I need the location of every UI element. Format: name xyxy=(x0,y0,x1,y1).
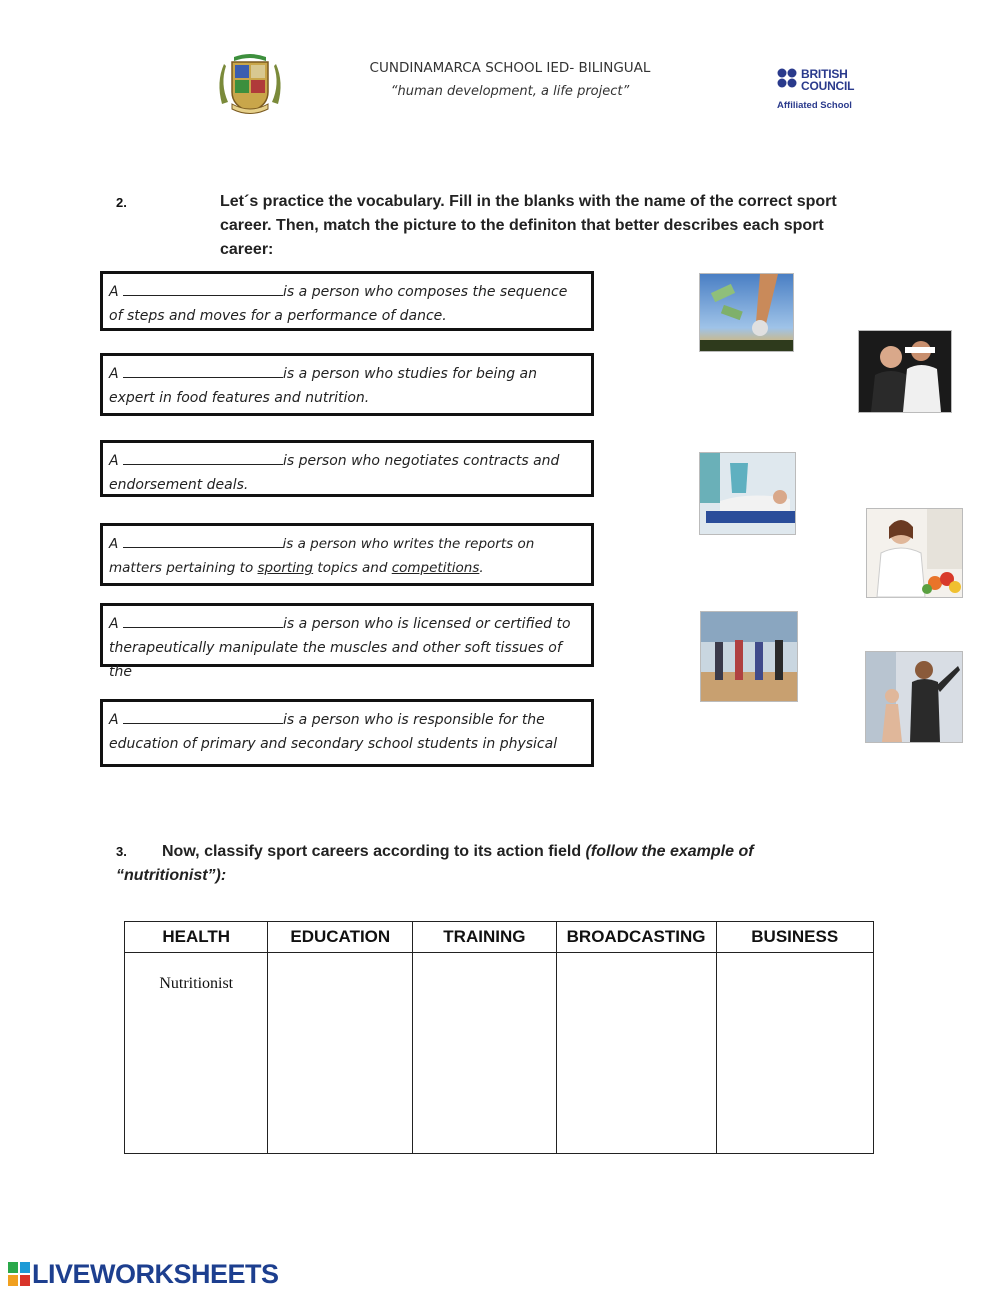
answer-blank-2[interactable] xyxy=(123,363,283,378)
liveworksheets-icon xyxy=(8,1262,30,1286)
exercise-2-instruction: Let´s practice the vocabulary. Fill in the blanks with the name of the correct sport career. Then, match the picture to the definiton that better describes each sport career: xyxy=(220,193,837,258)
column-header-training: TRAINING xyxy=(413,922,557,953)
liveworksheets-logo[interactable]: LIVEWORKSHEETS xyxy=(8,1258,279,1290)
answer-blank-4[interactable] xyxy=(123,533,283,548)
british-council-logo: BRITISH COUNCIL Affiliated School xyxy=(777,67,855,111)
definition-box-4: A is a person who writes the reports on matters pertaining to sporting topics and competitions. xyxy=(100,523,594,586)
choreographer-photo[interactable] xyxy=(865,651,963,743)
agent-handshake-photo[interactable] xyxy=(858,330,952,413)
classification-table xyxy=(124,921,874,1154)
training-cell[interactable] xyxy=(413,953,557,1154)
column-header-business: BUSINESS xyxy=(716,922,874,953)
health-cell[interactable] xyxy=(125,953,268,1154)
exercise-3-number: 3. xyxy=(116,844,127,859)
school-name: CUNDINAMARCA SCHOOL IED- BILINGUAL xyxy=(369,60,651,76)
money-sports-photo[interactable] xyxy=(699,273,794,352)
column-header-health: HEALTH xyxy=(125,922,268,953)
example-answer: Nutritionist xyxy=(159,975,234,992)
definition-box-3: A is person who negotiates contracts and endorsement deals. xyxy=(100,440,594,497)
column-header-broadcasting: BROADCASTING xyxy=(556,922,716,953)
education-cell[interactable] xyxy=(268,953,413,1154)
pe-class-photo[interactable] xyxy=(700,611,798,702)
massage-therapy-photo[interactable] xyxy=(699,452,796,535)
broadcasting-cell[interactable] xyxy=(556,953,716,1154)
definition-box-1: A is a person who composes the sequence of steps and moves for a performance of dance. xyxy=(100,271,594,331)
exercise-3-instruction: Now, classify sport careers according to its action field (follow the example of “nutritionist”): xyxy=(116,843,754,884)
exercise-2-number: 2. xyxy=(116,195,127,210)
column-header-education: EDUCATION xyxy=(268,922,413,953)
business-cell[interactable] xyxy=(716,953,874,1154)
definition-box-2: A is a person who studies for being an expert in food features and nutrition. xyxy=(100,353,594,416)
answer-blank-6[interactable] xyxy=(123,709,283,724)
nutritionist-photo[interactable] xyxy=(866,508,963,598)
school-motto: “human development, a life project” xyxy=(390,84,630,99)
definition-box-6: A is a person who is responsible for the education of primary and secondary school students in physical xyxy=(100,699,594,767)
definition-box-5: A is a person who is licensed or certified to therapeutically manipulate the muscles and other soft tissues of the xyxy=(100,603,594,667)
answer-blank-1[interactable] xyxy=(123,281,283,296)
answer-blank-5[interactable] xyxy=(123,613,283,628)
answer-blank-3[interactable] xyxy=(123,450,283,465)
school-crest-logo xyxy=(218,52,282,116)
